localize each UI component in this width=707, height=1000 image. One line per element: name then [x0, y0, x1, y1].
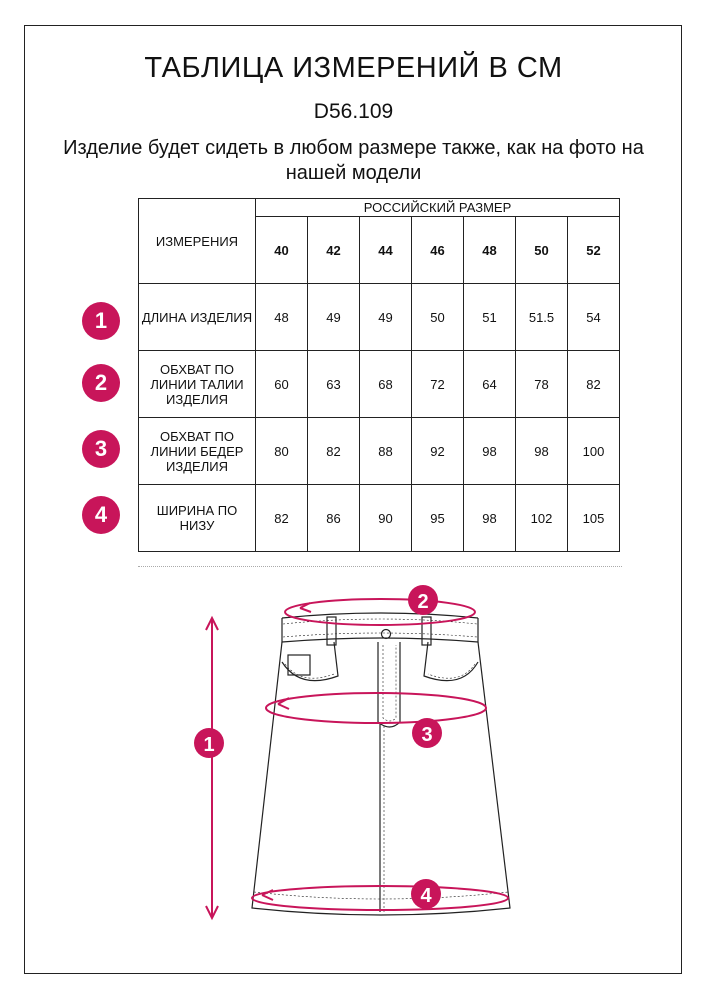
- marker-label: 3: [421, 724, 433, 746]
- article-number: D56.109: [313, 100, 394, 123]
- table-cell: 102: [516, 485, 568, 552]
- size-header: 40: [256, 217, 308, 284]
- table-cell: 60: [256, 351, 308, 418]
- size-header: 46: [412, 217, 464, 284]
- table-cell: 78: [516, 351, 568, 418]
- table-cell: 92: [412, 418, 464, 485]
- marker-label: 2: [417, 591, 429, 613]
- table-cell: 82: [256, 485, 308, 552]
- fly-front: [378, 642, 400, 727]
- table-cell: 98: [464, 418, 516, 485]
- row-label: ДЛИНА ИЗДЕЛИЯ: [139, 284, 256, 351]
- table-cell: 88: [360, 418, 412, 485]
- table-cell: 90: [360, 485, 412, 552]
- table-cell: 48: [256, 284, 308, 351]
- measurements-header: ИЗМЕРЕНИЯ: [139, 199, 256, 284]
- row-number-badge: 4: [82, 496, 120, 534]
- table-cell: 49: [308, 284, 360, 351]
- table-cell: 98: [464, 485, 516, 552]
- fit-note: Изделие будет сидеть в любом размере также, как на фото на нашей модели: [63, 137, 644, 184]
- belt-loop: [327, 617, 336, 645]
- row-number-badge: 1: [82, 302, 120, 340]
- table-cell: 50: [412, 284, 464, 351]
- table-cell: 80: [256, 418, 308, 485]
- table-cell: 64: [464, 351, 516, 418]
- hip-measure-line: [266, 693, 486, 723]
- marker-label: 4: [420, 885, 432, 907]
- table-cell: 86: [308, 485, 360, 552]
- table-cell: 54: [568, 284, 620, 351]
- hem-stitch: [254, 892, 508, 899]
- row-number-badge: 3: [82, 430, 120, 468]
- table-cell: 82: [308, 418, 360, 485]
- row-number-badge: 2: [82, 364, 120, 402]
- size-header: 44: [360, 217, 412, 284]
- table-cell: 49: [360, 284, 412, 351]
- table-cell: 98: [516, 418, 568, 485]
- row-label: ОБХВАТ ПО ЛИНИИ БЕДЕР ИЗДЕЛИЯ: [139, 418, 256, 485]
- waistband-top-line: [282, 613, 478, 618]
- button-icon: [382, 630, 391, 639]
- marker-label: 1: [203, 734, 215, 756]
- size-header: 50: [516, 217, 568, 284]
- table-cell: 95: [412, 485, 464, 552]
- hem-arrow: [262, 890, 273, 900]
- table-cell: 100: [568, 418, 620, 485]
- size-header: 52: [568, 217, 620, 284]
- size-system-header: РОССИЙСКИЙ РАЗМЕР: [256, 199, 620, 217]
- right-pocket-stitch: [428, 664, 475, 678]
- table-cell: 51.5: [516, 284, 568, 351]
- skirt-body: [252, 642, 510, 915]
- table-cell: 72: [412, 351, 464, 418]
- belt-loop: [422, 617, 431, 645]
- table-cell: 68: [360, 351, 412, 418]
- table-cell: 51: [464, 284, 516, 351]
- size-header: 48: [464, 217, 516, 284]
- fly-stitch: [383, 645, 396, 721]
- table-cell: 63: [308, 351, 360, 418]
- table-cell: 82: [568, 351, 620, 418]
- waistband-stitch: [283, 633, 477, 637]
- row-label: ОБХВАТ ПО ЛИНИИ ТАЛИИ ИЗДЕЛИЯ: [139, 351, 256, 418]
- size-header: 42: [308, 217, 360, 284]
- waist-measure-line: [285, 599, 475, 625]
- row-label: ШИРИНА ПО НИЗУ: [139, 485, 256, 552]
- right-pocket: [424, 642, 478, 681]
- table-cell: 105: [568, 485, 620, 552]
- page-title: ТАБЛИЦА ИЗМЕРЕНИЙ В СМ: [144, 52, 563, 84]
